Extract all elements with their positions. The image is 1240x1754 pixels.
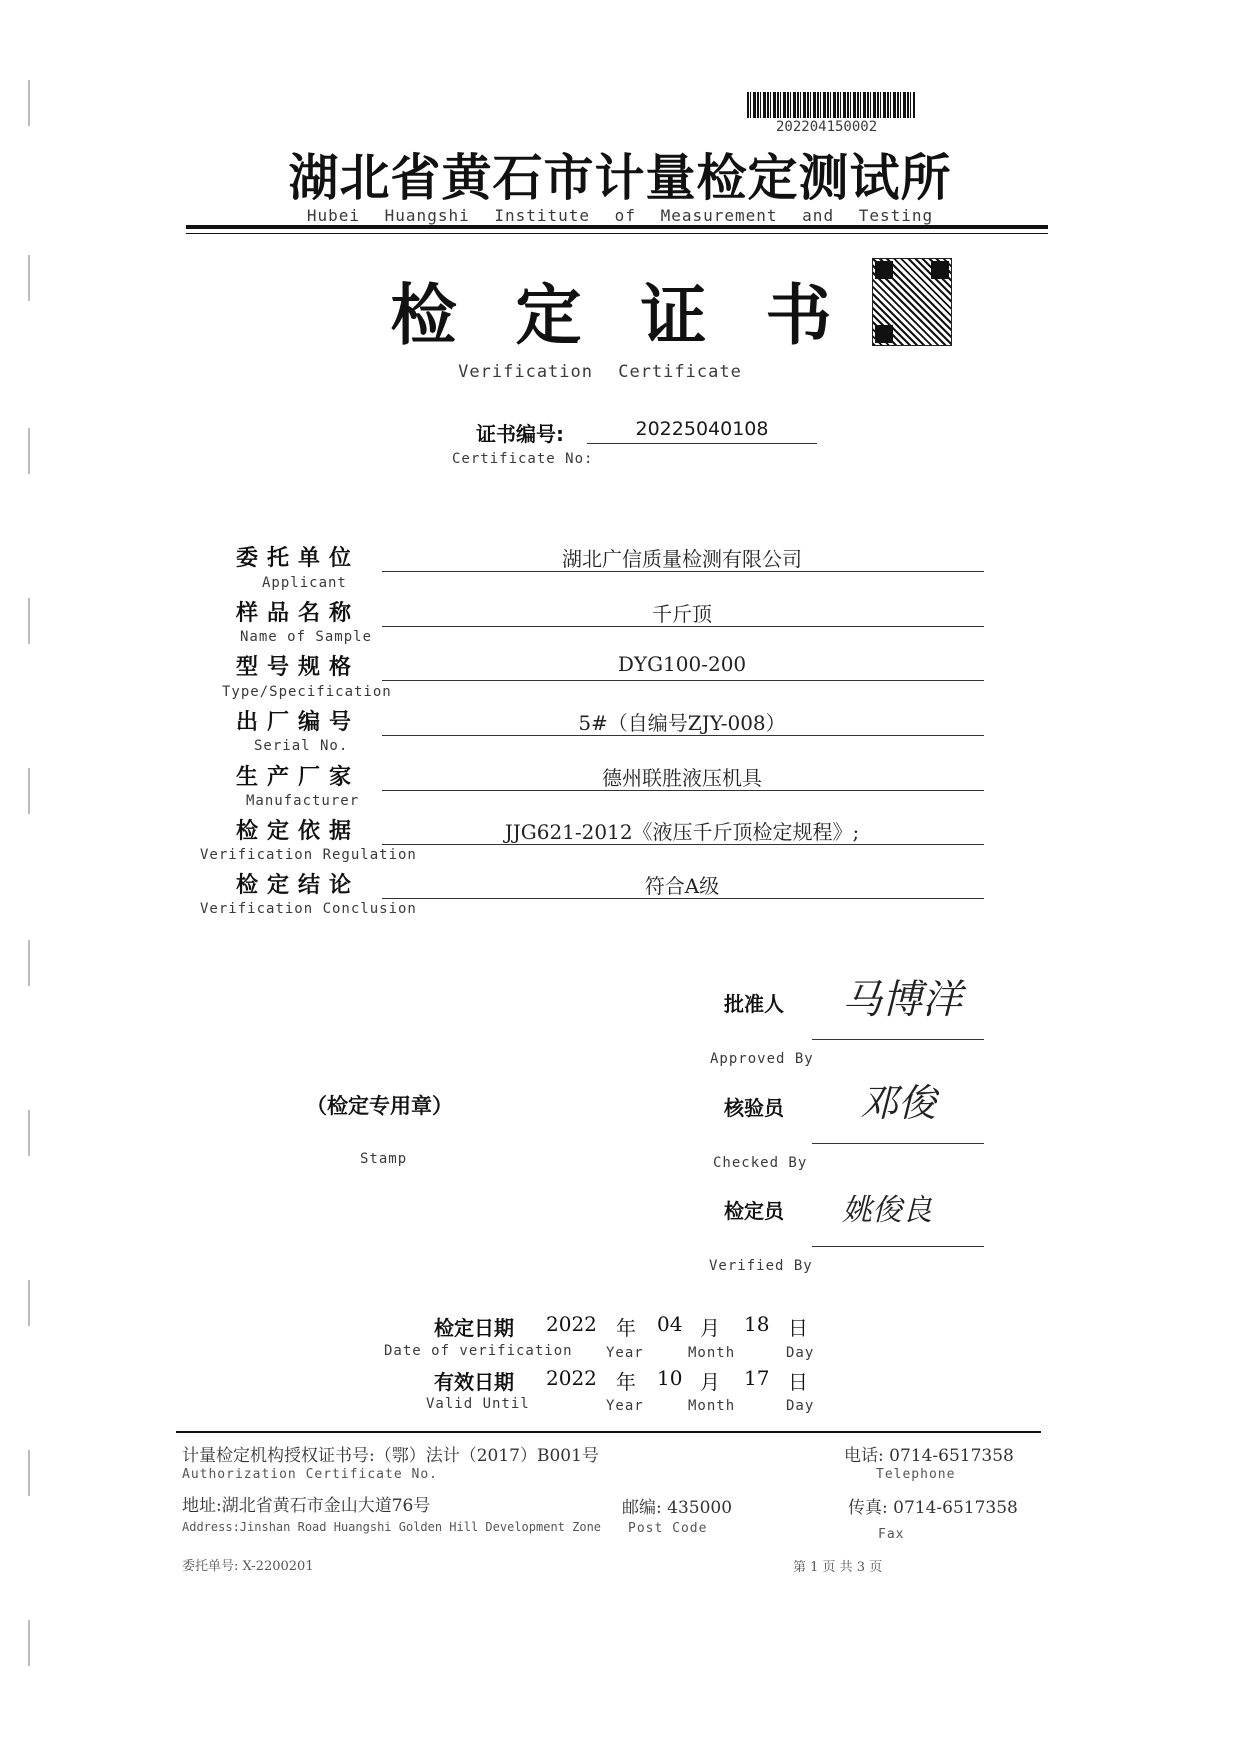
field-underline	[382, 571, 984, 572]
day-unit-en: Day	[786, 1398, 815, 1414]
conclusion-label-en: Verification Conclusion	[200, 901, 417, 917]
scan-mark	[28, 940, 30, 986]
regulation-value: JJG621-2012《液压千斤顶检定规程》;	[504, 820, 860, 844]
address: 地址:湖北省黄石市金山大道76号	[182, 1496, 431, 1516]
scan-mark	[28, 598, 30, 644]
barcode-image	[747, 92, 915, 118]
checker-label-en: Checked By	[713, 1155, 808, 1171]
fax: 传真: 0714-6517358	[848, 1498, 1018, 1518]
verification-year: 2022	[546, 1312, 597, 1336]
field-underline	[382, 680, 984, 681]
valid-until-label: 有效日期	[434, 1370, 514, 1394]
applicant-label-en: Applicant	[262, 575, 347, 591]
certificate-number-label-en: Certificate No:	[452, 451, 594, 467]
certificate-title-cn: 检 定 证 书	[390, 276, 850, 354]
verification-date-label-en: Date of verification	[384, 1343, 573, 1359]
day-unit: 日	[788, 1370, 808, 1394]
stamp-label: （检定专用章）	[306, 1094, 453, 1118]
signature-line	[812, 1246, 984, 1247]
signature-line	[812, 1143, 984, 1144]
field-underline	[382, 626, 984, 627]
barcode-number: 202204150002	[776, 119, 878, 135]
type-spec-value: DYG100-200	[617, 652, 747, 676]
checker-signature: 邓俊	[860, 1081, 937, 1125]
applicant-value: 湖北广信质量检测有限公司	[562, 547, 802, 571]
postcode-label-en: Post Code	[628, 1521, 708, 1536]
footer-rule	[176, 1431, 1041, 1433]
month-unit-en: Month	[688, 1398, 736, 1414]
approver-label: 批准人	[724, 992, 784, 1016]
serial-no-value: 5#（自编号ZJY-008）	[578, 711, 786, 735]
qr-code-icon	[872, 258, 952, 346]
serial-no-label-en: Serial No.	[254, 738, 349, 754]
field-underline	[382, 844, 984, 845]
verification-day: 18	[744, 1312, 770, 1336]
order-number: 委托单号: X-2200201	[182, 1559, 314, 1574]
signature-line	[812, 1039, 984, 1040]
regulation-label-en: Verification Regulation	[200, 847, 417, 863]
postcode: 邮编: 435000	[622, 1498, 733, 1518]
type-spec-label-en: Type/Specification	[222, 684, 392, 700]
regulation-label: 检定依据	[236, 819, 361, 844]
month-unit: 月	[700, 1370, 720, 1394]
approver-signature: 马博洋	[842, 977, 962, 1023]
certificate-number-label: 证书编号:	[476, 422, 564, 446]
header-rule-thin	[186, 233, 1048, 234]
month-unit: 月	[700, 1316, 720, 1340]
scan-mark	[28, 1450, 30, 1496]
sample-name-label-en: Name of Sample	[240, 629, 373, 645]
scan-mark	[28, 768, 30, 814]
valid-until-day: 17	[744, 1366, 770, 1390]
valid-until-label-en: Valid Until	[426, 1396, 530, 1412]
authorization-label-en: Authorization Certificate No.	[182, 1467, 438, 1482]
manufacturer-label-en: Manufacturer	[246, 793, 360, 809]
verification-date-label: 检定日期	[434, 1316, 514, 1340]
conclusion-label: 检定结论	[236, 873, 361, 898]
verifier-label: 检定员	[724, 1199, 784, 1223]
header-rule-thick	[186, 225, 1048, 229]
year-unit-en: Year	[606, 1398, 644, 1414]
address-en: Address:Jinshan Road Huangshi Golden Hill Development Zone	[182, 1520, 602, 1534]
year-unit: 年	[616, 1316, 636, 1340]
certificate-number-line	[587, 443, 817, 444]
scan-mark	[28, 255, 30, 301]
page-number: 第 1 页 共 3 页	[793, 1560, 883, 1575]
field-underline	[382, 790, 984, 791]
scan-mark	[28, 80, 30, 126]
year-unit: 年	[616, 1370, 636, 1394]
conclusion-value: 符合A级	[644, 874, 720, 898]
certificate-title-en: Verification Certificate	[458, 362, 742, 382]
checker-label: 核验员	[724, 1096, 784, 1120]
year-unit-en: Year	[606, 1345, 644, 1361]
day-unit: 日	[788, 1316, 808, 1340]
stamp-label-en: Stamp	[360, 1151, 408, 1167]
verifier-label-en: Verified By	[709, 1258, 813, 1274]
scan-mark	[28, 1110, 30, 1156]
verifier-signature: 姚俊良	[842, 1193, 932, 1228]
field-underline	[382, 735, 984, 736]
manufacturer-label: 生产厂家	[236, 765, 361, 790]
scan-mark	[28, 1620, 30, 1666]
authorization-number: 计量检定机构授权证书号:（鄂）法计（2017）B001号	[182, 1446, 599, 1466]
fax-label-en: Fax	[878, 1527, 905, 1542]
approver-label-en: Approved By	[710, 1051, 814, 1067]
scan-mark	[28, 428, 30, 474]
certificate-number: 20225040108	[635, 418, 769, 440]
type-spec-label: 型号规格	[236, 655, 361, 680]
valid-until-year: 2022	[546, 1366, 597, 1390]
serial-no-label: 出厂编号	[236, 710, 361, 735]
sample-name-value: 千斤顶	[652, 602, 712, 626]
field-underline	[382, 898, 984, 899]
telephone: 电话: 0714-6517358	[844, 1446, 1014, 1466]
valid-until-month: 10	[657, 1366, 683, 1390]
institute-name-cn: 湖北省黄石市计量检定测试所	[288, 149, 952, 207]
verification-month: 04	[657, 1312, 683, 1336]
manufacturer-value: 德州联胜液压机具	[602, 766, 762, 790]
telephone-label-en: Telephone	[876, 1467, 956, 1482]
month-unit-en: Month	[688, 1345, 736, 1361]
scan-mark	[28, 1280, 30, 1326]
institute-name-en: Hubei Huangshi Institute of Measurement and Testing	[306, 206, 934, 225]
sample-name-label: 样品名称	[236, 601, 361, 626]
applicant-label: 委托单位	[236, 546, 361, 571]
day-unit-en: Day	[786, 1345, 815, 1361]
